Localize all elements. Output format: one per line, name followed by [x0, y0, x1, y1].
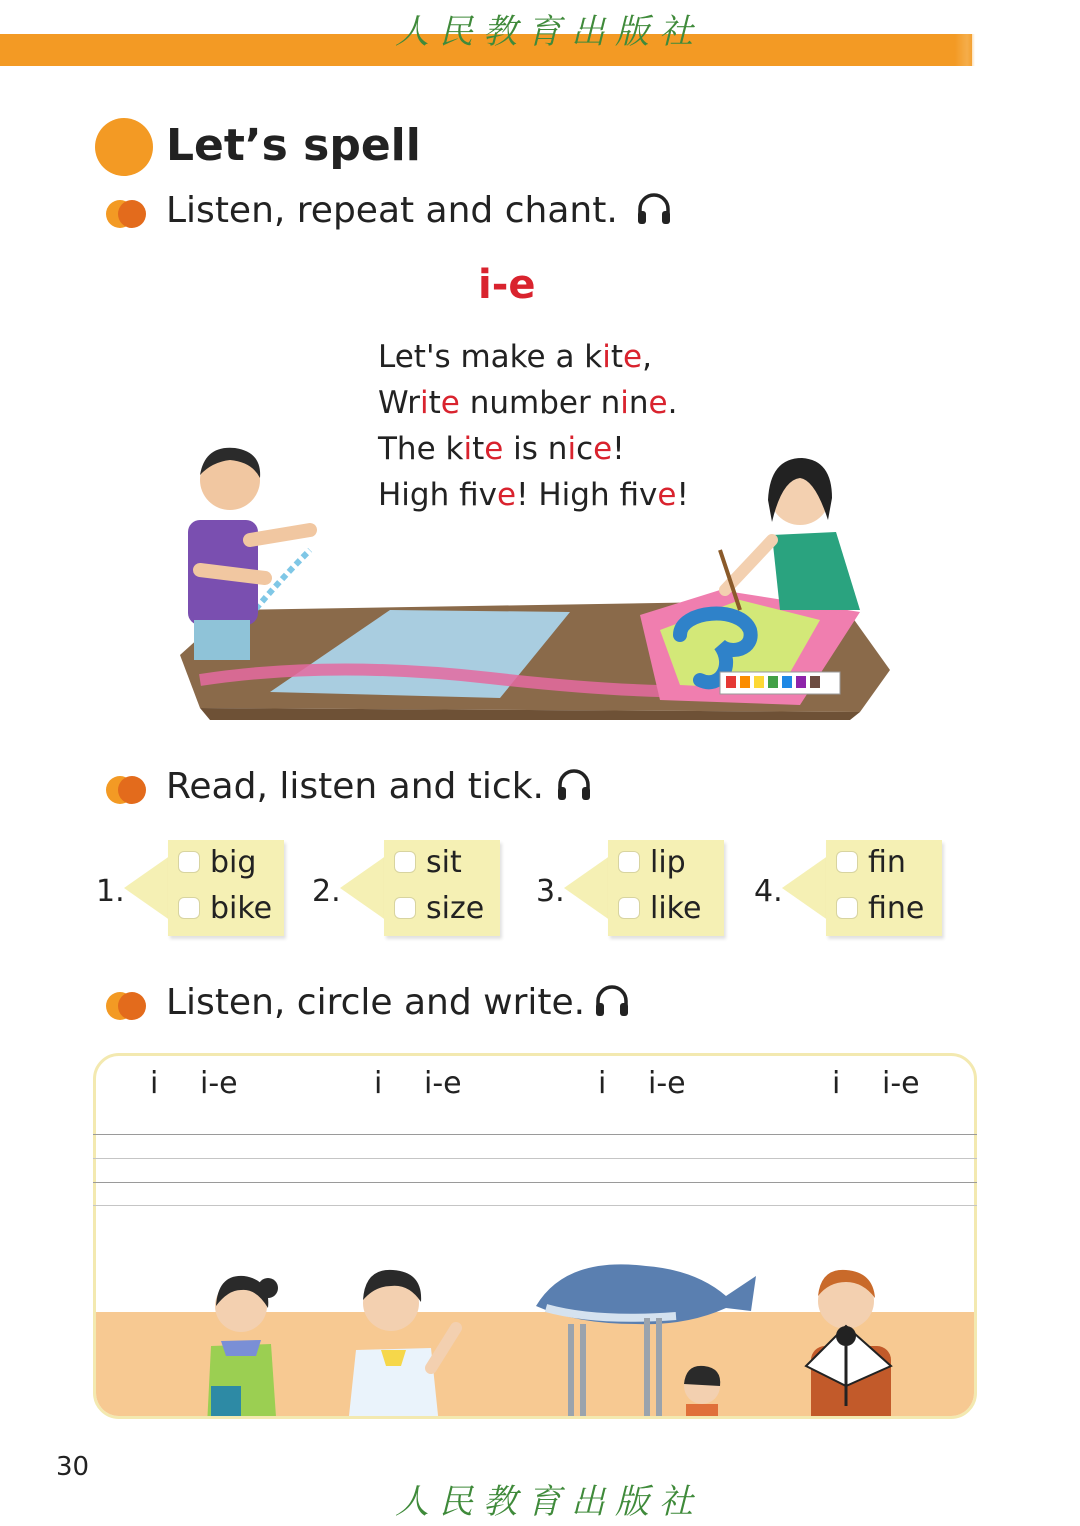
page-number: 30: [56, 1452, 90, 1482]
tick-checkbox[interactable]: [394, 851, 416, 873]
instruction-tick: Read, listen and tick.: [166, 766, 544, 807]
headphones-icon[interactable]: [634, 189, 674, 229]
writing-line[interactable]: [93, 1134, 977, 1135]
choice-i-e[interactable]: i-e: [200, 1066, 238, 1101]
choice-i-e[interactable]: i-e: [882, 1066, 920, 1101]
choice-i[interactable]: i: [374, 1066, 383, 1101]
tick-item-number: 3.: [536, 874, 565, 909]
tick-card: [340, 840, 500, 936]
tick-item-number: 1.: [96, 874, 125, 909]
choice-i[interactable]: i: [150, 1066, 159, 1101]
section-title: Let’s spell: [166, 120, 421, 171]
bullet-icon: [106, 200, 146, 228]
pattern-title: i-e: [478, 262, 536, 308]
choice-i-e[interactable]: i-e: [648, 1066, 686, 1101]
tick-checkbox[interactable]: [394, 897, 416, 919]
bullet-icon: [106, 992, 146, 1020]
tick-checkbox[interactable]: [618, 851, 640, 873]
writing-panel: [93, 1053, 977, 1419]
writing-line[interactable]: [93, 1182, 977, 1183]
tick-word: fin: [868, 844, 906, 880]
bullet-icon: [106, 776, 146, 804]
tick-word: fine: [868, 890, 925, 926]
choice-i[interactable]: i: [832, 1066, 841, 1101]
choice-i[interactable]: i: [598, 1066, 607, 1101]
tick-word: lip: [650, 844, 686, 880]
instruction-chant: Listen, repeat and chant.: [166, 190, 618, 231]
chant-line: High fve! High fve!: [378, 477, 689, 513]
header-band-tail: [955, 34, 975, 66]
instruction-write: Listen, circle and write.: [166, 982, 586, 1023]
tick-word: sit: [426, 844, 462, 880]
writing-line[interactable]: [93, 1205, 977, 1206]
section-dot-icon: [95, 118, 153, 176]
headphones-icon[interactable]: [554, 765, 594, 805]
publisher-logo-bottom: 人民教育出版社: [395, 1482, 703, 1522]
tick-word: big: [210, 844, 257, 880]
tick-card: [564, 840, 724, 936]
kite-making-illustration: [160, 440, 900, 720]
tick-word: like: [650, 890, 702, 926]
choice-i-e[interactable]: i-e: [424, 1066, 462, 1101]
writing-pictures: [96, 1236, 977, 1419]
chant-line: The kite is nice!: [378, 431, 625, 467]
tick-word: size: [426, 890, 485, 926]
tick-item-number: 2.: [312, 874, 341, 909]
tick-checkbox[interactable]: [836, 897, 858, 919]
tick-item-number: 4.: [754, 874, 783, 909]
tick-checkbox[interactable]: [618, 897, 640, 919]
headphones-icon[interactable]: [592, 981, 632, 1021]
chant-line: Write number nine.: [378, 385, 678, 421]
tick-checkbox[interactable]: [836, 851, 858, 873]
tick-word: bike: [210, 890, 273, 926]
chant-line: Let's make a kite,: [378, 339, 652, 375]
tick-checkbox[interactable]: [178, 851, 200, 873]
publisher-logo-top: 人民教育出版社: [395, 12, 703, 52]
writing-line[interactable]: [93, 1158, 977, 1159]
tick-checkbox[interactable]: [178, 897, 200, 919]
tick-card: [782, 840, 942, 936]
tick-card: [124, 840, 284, 936]
